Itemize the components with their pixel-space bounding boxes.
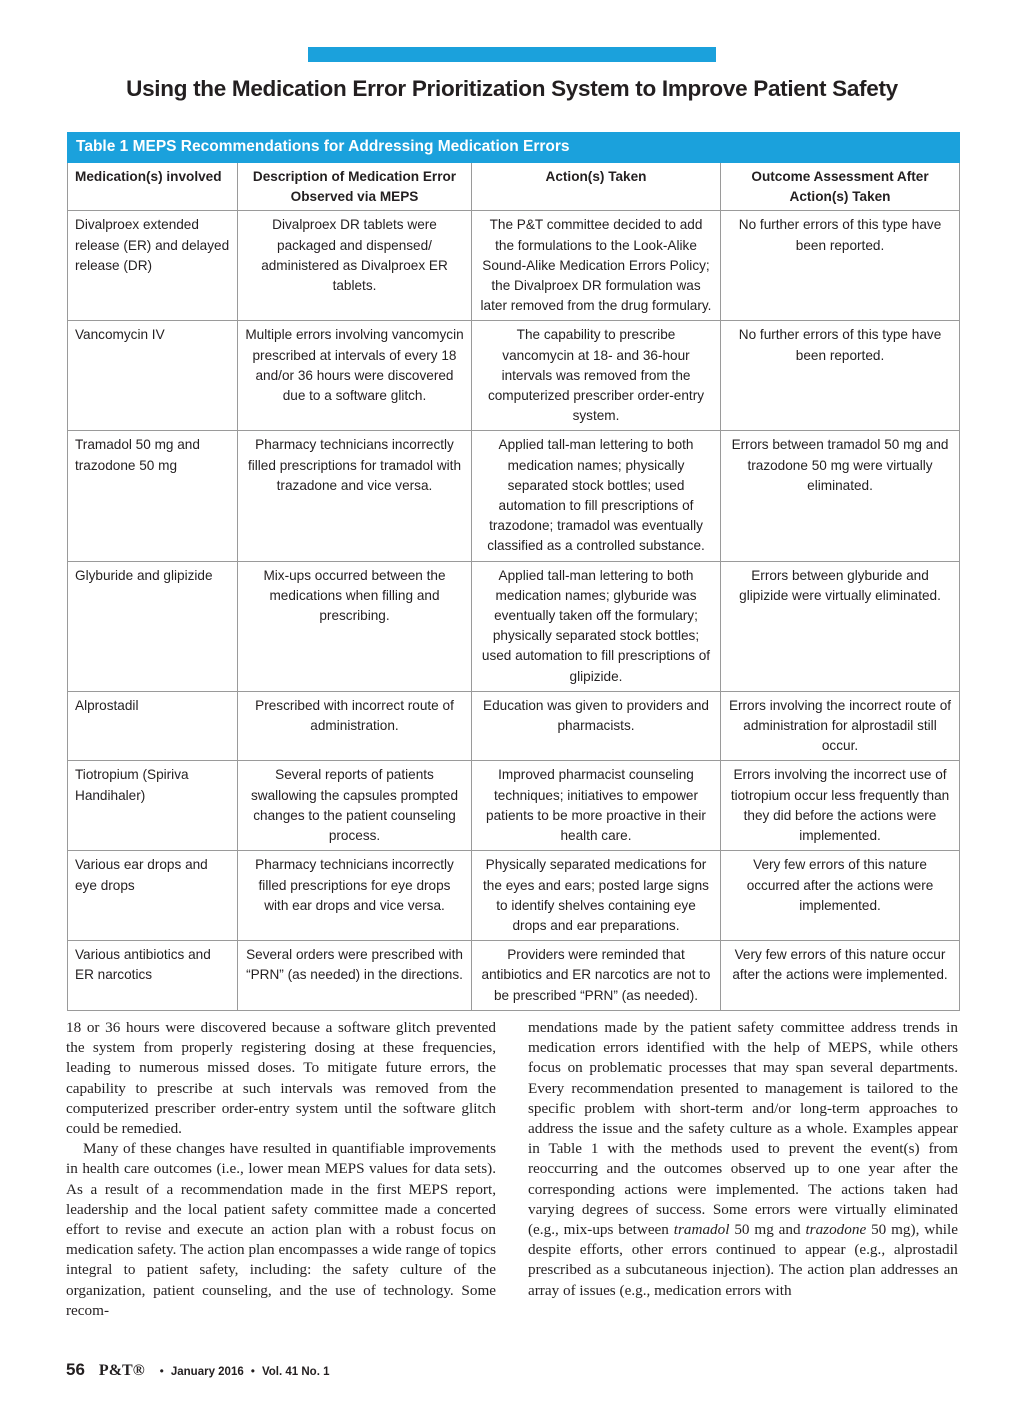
cell-description: Prescribed with incorrect route of administration.	[238, 691, 472, 761]
drug-name-emphasis: tramadol	[673, 1221, 730, 1239]
cell-outcome: No further errors of this type have been reported.	[721, 321, 960, 431]
column-header-outcome: Outcome Assessment After Action(s) Taken	[721, 163, 960, 211]
cell-actions: Applied tall-man lettering to both medication names; physically separated stock bottles; used automation to fill prescriptions of trazodone; tramadol was eventually classified as a controlled substance.	[472, 431, 721, 561]
cell-actions: Education was given to providers and pharmacists.	[472, 691, 721, 761]
table-row	[68, 691, 960, 761]
cell-outcome: Errors between glyburide and glipizide were virtually eliminated.	[721, 561, 960, 691]
table-row	[68, 561, 960, 691]
page-number: 56	[66, 1360, 85, 1379]
cell-medications: Vancomycin IV	[68, 321, 238, 431]
table-header-row	[68, 163, 960, 211]
footer-separator: •	[159, 1364, 164, 1378]
cell-actions: The P&T committee decided to add the formulations to the Look-Alike Sound-Alike Medication Errors Policy; the Divalproex DR formulation was later removed from the drug formulary.	[472, 211, 721, 321]
cell-medications: Tiotropium (Spiriva Handihaler)	[68, 761, 238, 851]
cell-actions: The capability to prescribe vancomycin at 18- and 36-hour intervals was removed from the computerized prescriber order-entry system.	[472, 321, 721, 431]
page-footer	[66, 1360, 329, 1384]
cell-medications: Various antibiotics and ER narcotics	[68, 941, 238, 1011]
cell-actions: Improved pharmacist counseling techniques; initiatives to empower patients to be more proactive in their health care.	[472, 761, 721, 851]
cell-description: Divalproex DR tablets were packaged and dispensed/ administered as Divalproex ER tablets.	[238, 211, 472, 321]
column-header-medications: Medication(s) involved	[68, 163, 238, 211]
cell-outcome: No further errors of this type have been reported.	[721, 211, 960, 321]
body-text: 50 mg), while despite efforts, other errors continued to appear (e.g., alprostadil prescribed as a subcutaneous injection). The action plan addresses an array of issues (e.g., medication errors with	[528, 1221, 958, 1299]
article-title: Using the Medication Error Prioritization System to Improve Patient Safety	[126, 76, 898, 101]
column-header-actions: Action(s) Taken	[472, 163, 721, 211]
footer-separator: •	[250, 1364, 255, 1378]
cell-description: Pharmacy technicians incorrectly filled prescriptions for tramadol with trazadone and vice versa.	[238, 431, 472, 561]
table-caption-row	[68, 133, 960, 163]
cell-actions: Applied tall-man lettering to both medication names; glyburide was eventually taken off the formulary; physically separated stock bottles; used automation to fill prescriptions of glipizide.	[472, 561, 721, 691]
table-row	[68, 431, 960, 561]
issue-volume: Vol. 41 No. 1	[261, 1366, 330, 1378]
cell-medications: Alprostadil	[68, 691, 238, 761]
cell-description: Multiple errors involving vancomycin prescribed at intervals of every 18 and/or 36 hours were discovered due to a software glitch.	[238, 321, 472, 431]
table-row	[68, 851, 960, 941]
body-text: 50 mg and	[729, 1221, 806, 1239]
table-row	[68, 941, 960, 1011]
body-column-right	[528, 1018, 958, 1301]
table-row	[68, 321, 960, 431]
cell-medications: Divalproex extended release (ER) and delayed release (DR)	[68, 211, 238, 321]
body-column-left	[66, 1018, 496, 1321]
table-caption: Table 1 MEPS Recommendations for Addressing Medication Errors	[68, 133, 960, 163]
table-row	[68, 761, 960, 851]
body-paragraph: 18 or 36 hours were discovered because a software glitch prevented the system from properly registering dosing at these frequencies, leading to numerous missed doses. To mitigate future errors, the capability to prescribe at such intervals was removed from the computerized prescriber order-entry system until the software glitch could be remedied.	[66, 1019, 496, 1138]
cell-description: Pharmacy technicians incorrectly filled prescriptions for eye drops with ear drops and vice versa.	[238, 851, 472, 941]
cell-outcome: Errors involving the incorrect use of tiotropium occur less frequently than they did before the actions were implemented.	[721, 761, 960, 851]
body-paragraph	[528, 1018, 958, 1301]
cell-outcome: Errors involving the incorrect route of administration for alprostadil still occur.	[721, 691, 960, 761]
cell-actions: Providers were reminded that antibiotics and ER narcotics are not to be prescribed “PRN” (as needed).	[472, 941, 721, 1011]
cell-actions: Physically separated medications for the eyes and ears; posted large signs to identify shelves containing eye drops and ear preparations.	[472, 851, 721, 941]
cell-outcome: Very few errors of this nature occur after the actions were implemented.	[721, 941, 960, 1011]
cell-description: Mix-ups occurred between the medications when filling and prescribing.	[238, 561, 472, 691]
cell-medications: Glyburide and glipizide	[68, 561, 238, 691]
journal-name: P&T®	[98, 1362, 145, 1379]
table-row	[68, 211, 960, 321]
cell-medications: Tramadol 50 mg and trazodone 50 mg	[68, 431, 238, 561]
cell-outcome: Very few errors of this nature occurred after the actions were implemented.	[721, 851, 960, 941]
cell-description: Several reports of patients swallowing the capsules prompted changes to the patient counseling process.	[238, 761, 472, 851]
meps-table	[67, 132, 960, 1011]
cell-medications: Various ear drops and eye drops	[68, 851, 238, 941]
column-header-description: Description of Medication Error Observed via MEPS	[238, 163, 472, 211]
header-accent-bar	[308, 47, 716, 62]
issue-date: January 2016	[170, 1366, 244, 1378]
cell-outcome: Errors between tramadol 50 mg and trazodone 50 mg were virtually eliminated.	[721, 431, 960, 561]
cell-description: Several orders were prescribed with “PRN” (as needed) in the directions.	[238, 941, 472, 1011]
body-paragraph: Many of these changes have resulted in quantifiable improvements in health care outcomes (i.e., lower mean MEPS values for data sets). As a result of a recommendation made in the first MEPS report, leadership and the local patient safety committee made a concerted effort to revise and execute an action plan with a robust focus on medication safety. The action plan encompasses a wide range of topics integral to patient safety, including: the safety culture of the organization, patient counseling, and the use of technology. Some recom-	[66, 1140, 496, 1319]
body-text: mendations made by the patient safety committee address trends in medication errors identified with the help of MEPS, while others focus on problematic processes that may span several departments. Every recommendation presented to management is tailored to the specific problem with short-term and/or long-term approaches to address the issue and the safety culture as a whole. Examples appear in Table 1 with the methods used to prevent the event(s) from reoccurring and the outcomes observed up to one year after the corresponding actions were implemented. The actions taken had varying degrees of success. Some errors were virtually eliminated (e.g., mix-ups between	[528, 1019, 958, 1239]
drug-name-emphasis: trazodone	[805, 1221, 867, 1239]
